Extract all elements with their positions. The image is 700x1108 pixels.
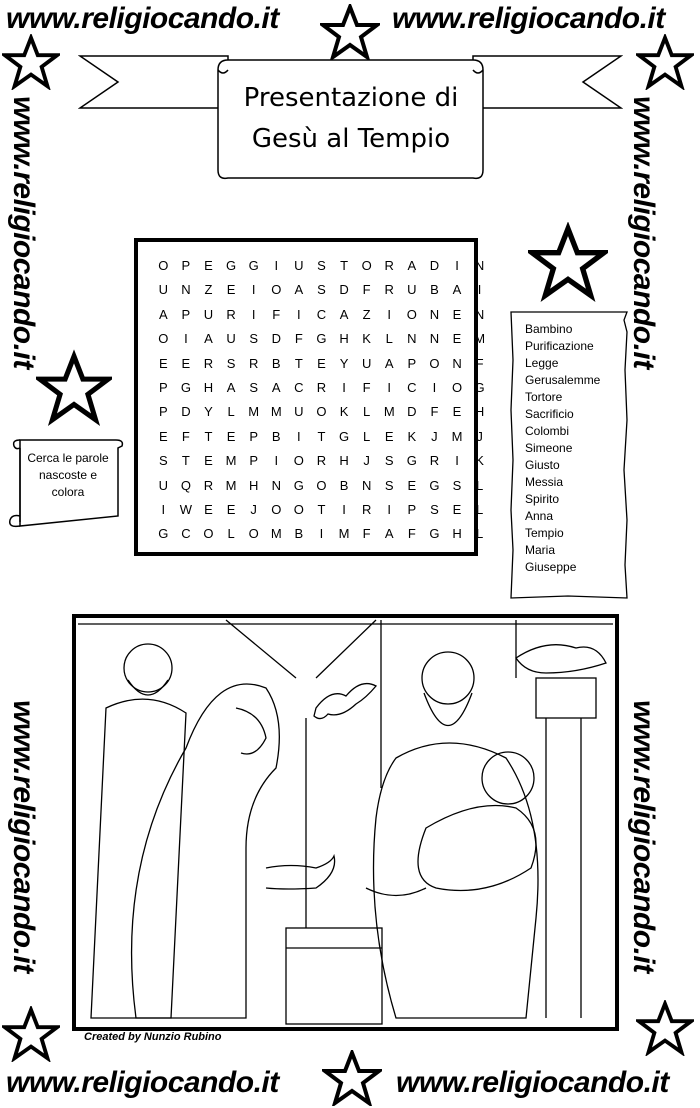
grid-letter: A — [204, 331, 213, 347]
grid-letter: O — [271, 282, 282, 298]
grid-letter: U — [294, 404, 304, 420]
grid-letter: I — [342, 380, 346, 395]
grid-letter: K — [362, 331, 371, 347]
grid-letter: G — [180, 380, 191, 395]
word-item: Legge — [525, 356, 559, 370]
grid-letter: R — [429, 453, 440, 469]
grid-letter: E — [158, 428, 168, 444]
watermark-left-upper: www.religiocando.it — [7, 96, 40, 369]
grid-letter: P — [407, 502, 417, 517]
watermark-right-upper: www.religiocando.it — [627, 96, 660, 369]
grid-letter: U — [158, 282, 168, 298]
grid-letter: L — [385, 331, 393, 347]
grid-letter: M — [383, 404, 395, 420]
grid-letter: R — [361, 502, 372, 517]
grid-letter: I — [342, 502, 346, 517]
star-icon — [2, 1006, 60, 1062]
grid-letter: C — [294, 380, 304, 395]
grid-letter: R — [248, 355, 259, 371]
star-icon — [528, 222, 608, 302]
grid-letter: M — [338, 526, 350, 542]
grid-letter: E — [226, 428, 236, 444]
grid-letter: F — [407, 526, 416, 542]
grid-letter: D — [407, 404, 417, 420]
grid-letter: G — [429, 477, 440, 493]
grid-letter: M — [248, 404, 260, 420]
grid-letter: G — [429, 526, 440, 542]
grid-letter: E — [452, 404, 462, 420]
grid-letter: S — [317, 282, 326, 298]
watermark-top-right: www.religiocando.it — [392, 2, 665, 35]
grid-letter: F — [362, 380, 371, 395]
grid-letter: B — [271, 428, 281, 444]
grid-letter: F — [294, 331, 303, 347]
grid-letter: G — [406, 453, 417, 469]
grid-letter: N — [361, 477, 372, 493]
grid-row — [152, 354, 491, 374]
grid-letter: Z — [204, 282, 213, 298]
grid-letter: N — [429, 331, 440, 347]
grid-letter: I — [455, 453, 459, 469]
credit-line: Created by Nunzio Rubino — [84, 1031, 222, 1043]
grid-letter: A — [339, 306, 349, 322]
star-icon — [636, 34, 694, 90]
grid-letter: L — [475, 526, 484, 542]
grid-letter: G — [316, 331, 327, 347]
grid-letter: E — [204, 258, 213, 273]
grid-letter: T — [204, 428, 213, 444]
star-icon — [2, 34, 60, 90]
grid-letter: H — [339, 453, 349, 469]
grid-letter: A — [407, 258, 417, 273]
grid-letter: S — [384, 453, 394, 469]
grid-letter: I — [251, 306, 256, 322]
watermark-bottom-left: www.religiocando.it — [6, 1066, 279, 1099]
grid-letter: I — [387, 502, 392, 517]
grid-letter: S — [249, 331, 258, 347]
grid-letter: Y — [204, 404, 213, 420]
star-icon — [36, 346, 112, 430]
grid-letter: T — [317, 428, 326, 444]
grid-letter: J — [431, 428, 438, 444]
grid-letter: A — [384, 355, 394, 371]
grid-letter: O — [248, 526, 259, 542]
grid-letter: I — [274, 453, 279, 469]
grid-letter: N — [429, 306, 440, 322]
grid-letter: G — [293, 477, 304, 493]
grid-letter: R — [226, 306, 236, 322]
grid-letter: O — [293, 453, 304, 469]
grid-letter: L — [227, 526, 235, 542]
grid-letter: B — [271, 355, 281, 371]
grid-letter: L — [363, 404, 371, 420]
grid-letter: I — [161, 502, 166, 517]
grid-letter: I — [297, 428, 301, 444]
grid-letter: E — [226, 282, 236, 298]
grid-row — [152, 256, 491, 276]
grid-letter: N — [474, 258, 485, 273]
grid-letter: H — [203, 380, 214, 395]
grid-letter: F — [475, 355, 484, 371]
watermark-right-lower: www.religiocando.it — [627, 700, 660, 973]
word-item: Purificazione — [525, 339, 594, 353]
watermark-bottom-right: www.religiocando.it — [396, 1066, 669, 1099]
grid-letter: F — [362, 526, 371, 542]
grid-letter: H — [248, 477, 259, 493]
title-line-1: Presentazione di — [243, 83, 459, 113]
grid-letter: U — [361, 355, 372, 371]
grid-letter: J — [363, 453, 370, 469]
grid-row — [152, 524, 491, 544]
grid-letter: E — [452, 331, 462, 347]
grid-letter: P — [249, 453, 258, 469]
word-item: Simeone — [525, 441, 573, 455]
grid-letter: M — [474, 331, 486, 347]
grid-letter: S — [249, 380, 258, 395]
word-item: Maria — [525, 543, 556, 557]
grid-letter: E — [204, 502, 213, 517]
grid-letter: B — [339, 477, 349, 493]
grid-letter: H — [474, 404, 485, 420]
grid-letter: J — [476, 428, 483, 444]
grid-letter: I — [184, 331, 188, 347]
word-item: Gerusalemme — [525, 373, 601, 387]
word-item: Tortore — [525, 390, 563, 404]
grid-letter: U — [203, 306, 214, 322]
grid-letter: O — [361, 258, 372, 273]
grid-letter: U — [407, 282, 417, 298]
grid-letter: K — [475, 453, 484, 469]
grid-letter: H — [339, 331, 349, 347]
grid-letter: P — [249, 428, 258, 444]
grid-row — [152, 305, 491, 325]
grid-letter: F — [181, 428, 190, 444]
grid-letter: M — [451, 428, 463, 444]
grid-letter: A — [384, 526, 394, 542]
grid-letter: E — [452, 502, 462, 517]
grid-letter: N — [474, 306, 485, 322]
grid-letter: N — [271, 477, 281, 493]
grid-letter: J — [250, 502, 257, 517]
grid-letter: S — [226, 355, 236, 371]
grid-row — [152, 476, 491, 496]
watermark-left-lower: www.religiocando.it — [7, 700, 40, 973]
grid-letter: G — [338, 428, 350, 444]
grid-letter: B — [430, 282, 439, 298]
grid-letter: M — [225, 477, 237, 493]
grid-letter: F — [430, 404, 439, 420]
watermark-top-left: www.religiocando.it — [6, 2, 279, 35]
word-item: Giusto — [525, 458, 560, 472]
grid-letter: O — [316, 404, 327, 420]
word-item: Tempio — [525, 526, 564, 540]
grid-letter: O — [406, 306, 417, 322]
presentation-drawing — [76, 618, 615, 1027]
grid-letter: R — [203, 355, 214, 371]
grid-letter: L — [227, 404, 235, 420]
star-icon — [322, 1050, 382, 1106]
grid-letter: E — [226, 502, 236, 517]
word-list — [525, 321, 600, 576]
grid-letter: W — [179, 502, 193, 517]
grid-letter: A — [271, 380, 281, 395]
grid-letter: L — [475, 477, 484, 493]
grid-letter: O — [451, 380, 463, 395]
instruction-note: Cerca le parole nascoste e colora — [27, 451, 109, 499]
grid-letter: I — [477, 282, 482, 298]
grid-letter: I — [319, 526, 324, 542]
grid-letter: A — [452, 282, 462, 298]
grid-letter: S — [317, 258, 326, 273]
grid-letter: M — [225, 453, 237, 469]
grid-letter: I — [251, 282, 256, 298]
grid-row — [152, 500, 491, 520]
grid-letter: O — [293, 502, 304, 517]
grid-letter: D — [339, 282, 349, 298]
word-item: Sacrificio — [525, 407, 574, 421]
grid-letter: D — [181, 404, 191, 420]
star-icon — [636, 1000, 694, 1056]
grid-letter: I — [297, 306, 301, 322]
grid-row — [152, 329, 491, 349]
grid-row — [152, 451, 491, 471]
grid-letter: R — [316, 453, 327, 469]
grid-letter: E — [158, 355, 168, 371]
grid-letter: P — [181, 258, 191, 273]
grid-letter: R — [203, 477, 214, 493]
grid-row — [152, 378, 491, 398]
grid-letter: S — [430, 502, 439, 517]
grid-letter: I — [432, 380, 437, 395]
grid-row — [152, 402, 491, 422]
grid-letter: C — [407, 380, 417, 395]
grid-letter: G — [158, 526, 169, 542]
grid-letter: E — [384, 428, 394, 444]
grid-letter: T — [181, 453, 190, 469]
grid-letter: A — [158, 306, 168, 322]
grid-letter: T — [317, 502, 326, 517]
grid-row — [152, 427, 491, 447]
grid-letter: D — [429, 258, 440, 273]
grid-letter: M — [270, 526, 282, 542]
grid-letter: Z — [362, 306, 371, 322]
word-item: Spirito — [525, 492, 560, 506]
grid-letter: P — [158, 404, 168, 420]
word-item: Messia — [525, 475, 564, 489]
grid-letter: I — [274, 258, 279, 273]
grid-letter: G — [474, 380, 485, 395]
grid-letter: P — [407, 355, 417, 371]
grid-letter: O — [316, 477, 327, 493]
grid-letter: N — [181, 282, 191, 298]
page-title — [218, 78, 484, 160]
grid-letter: D — [271, 331, 281, 347]
grid-letter: R — [316, 380, 327, 395]
word-item: Colombi — [525, 424, 570, 438]
grid-letter: F — [362, 282, 371, 298]
grid-letter: I — [387, 306, 392, 322]
title-line-2: Gesù al Tempio — [251, 124, 451, 154]
grid-letter: A — [294, 282, 304, 298]
word-item: Giuseppe — [525, 560, 577, 574]
grid-letter: K — [339, 404, 349, 420]
grid-letter: S — [452, 477, 462, 493]
word-item: Anna — [525, 509, 554, 523]
grid-letter: Y — [339, 355, 349, 371]
grid-letter: I — [455, 258, 459, 273]
grid-letter: G — [248, 258, 259, 273]
grid-letter: R — [384, 258, 394, 273]
grid-letter: A — [226, 380, 236, 395]
grid-letter: E — [181, 355, 191, 371]
grid-letter: E — [317, 355, 326, 371]
grid-letter: T — [340, 258, 349, 273]
grid-letter: O — [158, 331, 169, 347]
grid-letter: O — [203, 526, 214, 542]
grid-letter: S — [384, 477, 394, 493]
grid-letter: S — [158, 453, 168, 469]
illustration-presentation — [72, 614, 619, 1031]
grid-letter: C — [181, 526, 191, 542]
grid-letter: H — [452, 526, 462, 542]
grid-letter: B — [294, 526, 304, 542]
grid-letter: T — [294, 355, 303, 371]
grid-letter: L — [475, 502, 484, 517]
word-item: Bambino — [525, 322, 573, 336]
grid-letter: G — [226, 258, 237, 273]
grid-letter: E — [407, 477, 417, 493]
grid-letter: F — [272, 306, 281, 322]
grid-letter: O — [429, 355, 440, 371]
grid-letter: Q — [180, 477, 191, 493]
grid-row — [152, 280, 491, 300]
grid-letter: E — [204, 453, 213, 469]
grid-letter: N — [452, 355, 462, 371]
grid-letter: U — [226, 331, 236, 347]
grid-letter: I — [387, 380, 392, 395]
grid-letter: O — [158, 258, 169, 273]
grid-letter: U — [158, 477, 168, 493]
grid-letter: R — [384, 282, 394, 298]
grid-letter: C — [316, 306, 327, 322]
grid-letter: U — [294, 258, 304, 273]
grid-letter: P — [158, 380, 168, 395]
grid-letter: P — [181, 306, 191, 322]
grid-letter: E — [452, 306, 462, 322]
grid-letter: K — [407, 428, 417, 444]
grid-letter: N — [407, 331, 417, 347]
word-search-grid — [134, 238, 486, 556]
grid-letter: L — [363, 428, 371, 444]
grid-letter: M — [270, 404, 282, 420]
grid-letter: O — [271, 502, 282, 517]
